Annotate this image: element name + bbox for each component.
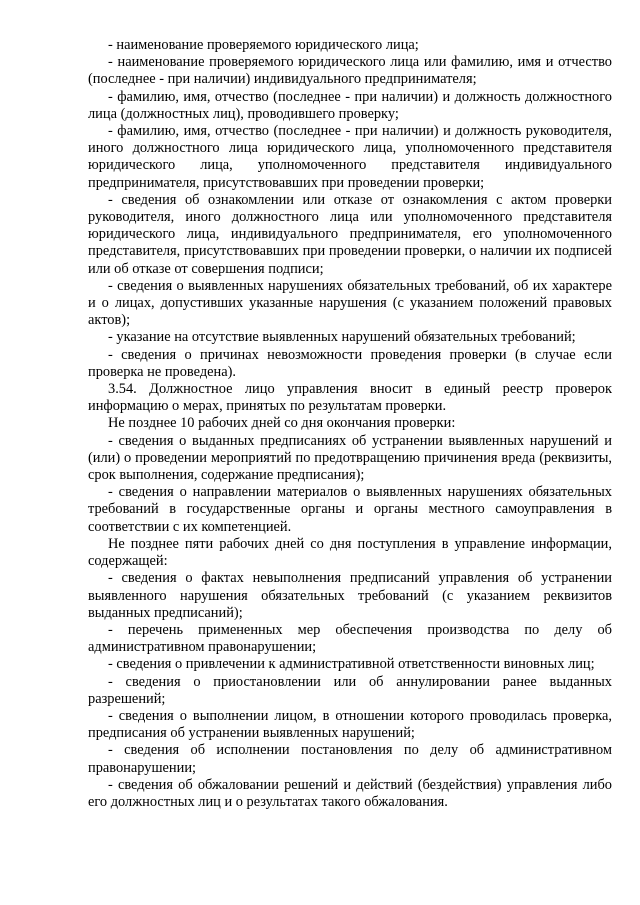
paragraph: - сведения о выполнении лицом, в отношении которого проводилась проверка, предписания об устранении выявленных нарушений;: [88, 707, 612, 742]
paragraph: - наименование проверяемого юридического лица или фамилию, имя и отчество (последнее - при наличии) индивидуального предпринимателя;: [88, 54, 612, 88]
paragraph: 3.54. Должностное лицо управления вносит в единый реестр проверок информацию о мерах, принятых по результатам проверки.: [88, 381, 612, 415]
paragraph: - перечень примененных мер обеспечения производства по делу об административном правонарушении;: [88, 621, 612, 656]
paragraph: - сведения о причинах невозможности проведения проверки (в случае если проверка не проведена).: [88, 346, 612, 380]
paragraph: - фамилию, имя, отчество (последнее - при наличии) и должность должностного лица (должностных лиц), проводившего проверку;: [88, 88, 612, 122]
paragraph: - фамилию, имя, отчество (последнее - при наличии) и должность руководителя, иного должностного лица юридического лица, уполномоченного представителя юридического лица, уполномоченного представителя индивидуального предпринимателя, присутствовавших при проведении проверки;: [88, 123, 612, 191]
paragraph: Не позднее 10 рабочих дней со дня окончания проверки:: [108, 415, 456, 432]
paragraph: - сведения о направлении материалов о выявленных нарушениях обязательных требований в государственные органы и органы местного самоуправления в соответствии с их компетенцией.: [88, 484, 612, 535]
paragraph: - сведения об ознакомлении или отказе от ознакомления с актом проверки руководителя, иного должностного лица или уполномоченного представителя юридического лица, индивидуального предпринимателя, его уполномоченного представителя, присутствовавших при проведении проверки, о наличии их подписей или об отказе от совершения подписи;: [88, 191, 612, 277]
paragraph: - сведения о выявленных нарушениях обязательных требований, об их характере и о лицах, допустивших указанные нарушения (с указанием положений правовых актов);: [88, 277, 612, 329]
document-body: [88, 37, 612, 811]
paragraph: - наименование проверяемого юридического лица;: [108, 37, 419, 53]
paragraph: - сведения об обжаловании решений и действий (бездействия) управления либо его должностных лиц и о результатах такого обжалования.: [88, 776, 612, 810]
paragraph: - сведения об исполнении постановления по делу об административном правонарушении;: [88, 742, 612, 776]
paragraph: - сведения о фактах невыполнения предписаний управления об устранении выявленного нарушения обязательных требований (с указанием реквизитов выданных предписаний);: [88, 570, 612, 621]
paragraph: - сведения о выданных предписаниях об устранении выявленных нарушений и (или) о проведении мероприятий по предотвращению причинения вреда (реквизиты, срок выполнения, содержание предписания);: [88, 432, 612, 484]
paragraph: - сведения о приостановлении или об аннулировании ранее выданных разрешений;: [88, 673, 612, 707]
paragraph: - сведения о привлечении к административной ответственности виновных лиц;: [108, 656, 595, 673]
paragraph: - указание на отсутствие выявленных нарушений обязательных требований;: [108, 329, 576, 346]
paragraph: Не позднее пяти рабочих дней со дня поступления в управление информации, содержащей:: [88, 535, 612, 570]
